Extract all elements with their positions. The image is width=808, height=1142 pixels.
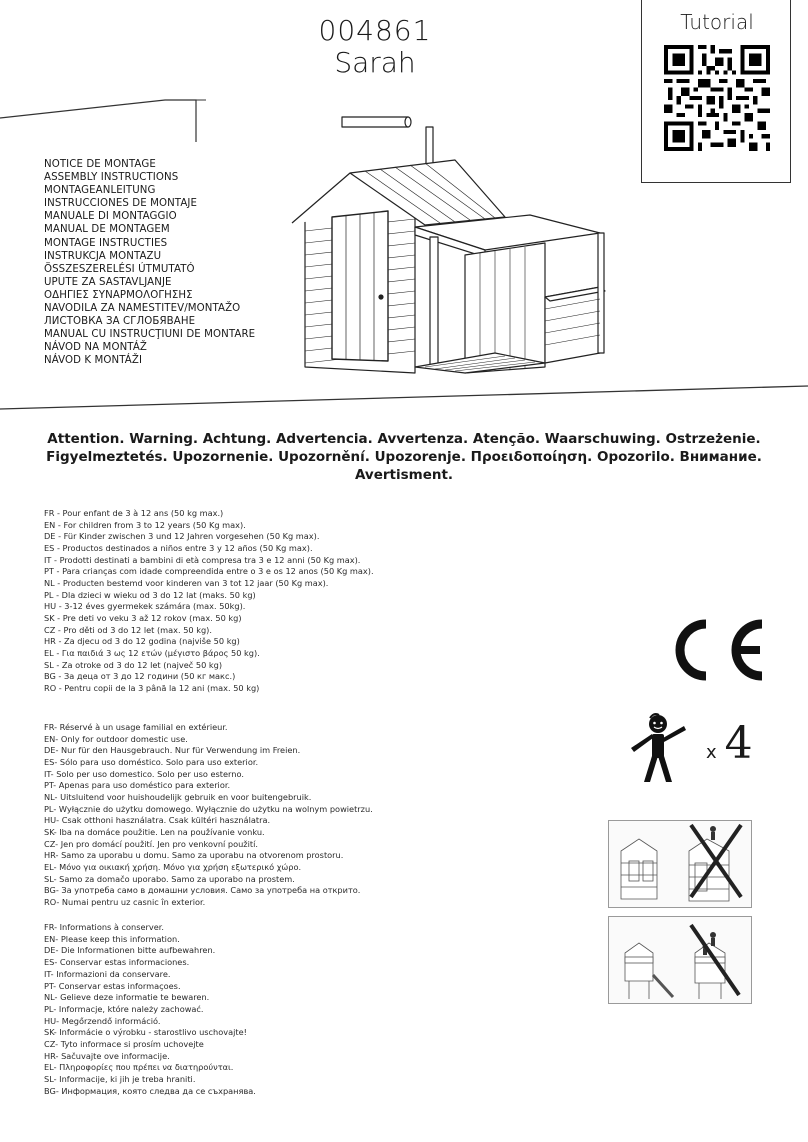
info-notice: PT- Conservar estas informaçoes. — [44, 980, 181, 991]
use-notice: RO- Numai pentru uz casnic în exterior. — [44, 896, 206, 907]
notice-title: ASSEMBLY INSTRUCTIONS — [44, 172, 179, 184]
ce-mark-icon — [662, 618, 770, 682]
info-notice: IT- Informazioni da conservare. — [44, 968, 171, 979]
notice-title: NÁVOD NA MONTÁŽ — [44, 342, 147, 354]
age-notice: PL - Dla dzieci w wieku od 3 do 12 lat (maks. 50 kg) — [44, 589, 256, 600]
notice-title: INSTRUCCIONES DE MONTAJE — [44, 198, 198, 210]
no-climbing-slide-illustration — [609, 917, 751, 1003]
age-notice-list — [44, 508, 374, 695]
info-notice: NL- Gelieve deze informatie te bewaren. — [44, 992, 210, 1003]
notice-title: MONTAGEANLEITUNG — [44, 185, 156, 197]
count-multiplier: x — [706, 742, 717, 763]
notice-title: NÁVOD K MONTÁŽI — [44, 355, 143, 367]
use-notice: PL- Wyłącznie do użytku domowego. Wyłącznie do użytku na wolnym powietrzu. — [44, 803, 373, 814]
use-notice: FR- Réservé à un usage familial en extérieur. — [44, 722, 228, 732]
age-notice: RO - Pentru copii de la 3 până la 12 ani (max. 50 kg) — [44, 682, 260, 693]
use-notice-list — [44, 722, 373, 909]
notice-title: NOTICE DE MONTAGE — [44, 159, 156, 170]
notice-title: INSTRUKCJA MONTAZU — [44, 250, 162, 262]
use-notice: HR- Samo za uporabu u domu. Samo za uporabu na otvorenom prostoru. — [44, 850, 344, 861]
use-notice: SK- Iba na domáce použitie. Len na používanie vonku. — [44, 826, 265, 837]
age-notice: EN - For children from 3 to 12 years (50 Kg max). — [44, 519, 246, 530]
use-notice: PT- Apenas para uso doméstico para exterior. — [44, 780, 231, 791]
use-notice: ES- Sólo para uso doméstico. Solo para uso exterior. — [44, 756, 259, 767]
use-notice: CZ- Jen pro domácí použití. Jen pro venkovní použití. — [44, 838, 258, 849]
info-notice: EL- Πληροφορίες που πρέπει να διατηρούνται. — [44, 1062, 234, 1073]
age-notice: ES - Productos destinados a niños entre 3 y 12 años (50 Kg max). — [44, 542, 313, 553]
info-notice: HU- Megőrzendő információ. — [44, 1015, 161, 1026]
notice-title: MANUAL CU INSTRUCŢIUNI DE MONTARE — [44, 329, 256, 341]
info-notice: BG- Информация, която следва да се съхранява. — [44, 1085, 256, 1096]
product-code: 004861 — [318, 14, 432, 47]
no-climbing-slide-panel — [608, 916, 752, 1004]
info-notice: FR- Informations à conserver. — [44, 922, 164, 932]
age-notice: NL - Producten bestemd voor kinderen van 3 tot 12 jaar (50 Kg max). — [44, 577, 329, 588]
no-climbing-roof-panel — [608, 820, 752, 908]
info-notice: CZ- Tyto informace si prosím uchovejte — [44, 1039, 204, 1050]
age-notice: SK - Pre deti vo veku 3 až 12 rokov (max. 50 kg) — [44, 612, 242, 623]
info-notice: HR- Sačuvajte ove informacije. — [44, 1050, 170, 1061]
age-notice: BG - За деца от 3 до 12 години (50 кг макс.) — [44, 671, 236, 682]
notice-title: ЛИСТОВКА ЗА СГЛОБЯВАНЕ — [44, 316, 196, 328]
use-notice: NL- Uitsluitend voor huishoudelijk gebruik en voor buitengebruik. — [44, 791, 312, 802]
info-notice: DE- Die Informationen bitte aufbewahren. — [44, 945, 216, 956]
age-notice: HU - 3-12 éves gyermekek számára (max. 50kg). — [44, 601, 246, 612]
use-notice: HU- Csak otthoni használatra. Csak kültéri használatra. — [44, 815, 271, 826]
info-notice: SK- Informácie o výrobku - starostlivo uschovajte! — [44, 1027, 247, 1038]
warning-line-1: Attention. Warning. Achtung. Advertencia. Avvertenza. Atenção. Waarschuwing. Ostrzeżenie. — [47, 431, 761, 447]
notice-title: MANUALE DI MONTAGGIO — [44, 211, 177, 223]
warning-line-2: Figyelmeztetés. Upozornenie. Upozornění. Upozorenje. Προειδοποίηση. Opozorilo. Внимание. Avertisment. — [46, 449, 762, 483]
child-icon — [628, 712, 688, 784]
use-notice: DE- Nur für den Hausgebrauch. Nur für Verwendung im Freien. — [44, 745, 301, 756]
age-notice: SL - Za otroke od 3 do 12 let (največ 50 kg) — [44, 659, 223, 670]
notice-title: NAVODILA ZA NAMESTITEV/MONTAŽO — [44, 303, 241, 315]
use-notice: EN- Only for outdoor domestic use. — [44, 733, 188, 744]
notice-title: ÖSSZESZERELÉSI ÚTMUTATÓ — [44, 263, 195, 275]
info-notice: PL- Informacje, które należy zachować. — [44, 1003, 204, 1014]
use-notice: BG- За употреба само в домашни условия. Само за употреба на открито. — [44, 885, 361, 896]
playhouse-illustration — [280, 105, 620, 385]
age-notice: FR - Pour enfant de 3 à 12 ans (50 kg max.) — [44, 508, 224, 518]
qr-code-icon[interactable] — [664, 45, 770, 151]
age-notice: PT - Para crianças com idade compreendida entre o 3 e os 12 anos (50 Kg max). — [44, 566, 374, 577]
child-count — [706, 718, 753, 769]
notice-title: MANUAL DE MONTAGEM — [44, 224, 170, 236]
age-notice: IT - Prodotti destinati a bambini di età compresa tra 3 e 12 anni (50 Kg max). — [44, 554, 361, 565]
product-name: Sarah — [334, 46, 416, 79]
notice-title: ΟΔΗΓΙΕΣ ΣΥΝΑΡΜΟΛΟΓΗΣΗΣ — [44, 289, 193, 301]
info-notice: SL- Informacije, ki jih je treba hraniti. — [44, 1074, 196, 1085]
tutorial-label: Tutorial — [680, 10, 754, 34]
notice-title-list — [44, 158, 255, 368]
age-notice: HR - Za djecu od 3 do 12 godina (najviše 50 kg) — [44, 636, 240, 647]
use-notice: IT- Solo per uso domestico. Solo per uso esterno. — [44, 768, 244, 779]
notice-title: MONTAGE INSTRUCTIES — [44, 237, 168, 249]
age-notice: DE - Für Kinder zwischen 3 und 12 Jahren vorgesehen (50 Kg max). — [44, 531, 320, 542]
age-notice: EL - Για παιδιά 3 ως 12 ετών (μέγιστο βάρος 50 kg). — [44, 647, 260, 658]
info-notice-list — [44, 922, 256, 1098]
use-notice: EL- Μόνο για οικιακή χρήση. Μόνο για χρήση εξωτερικό χώρο. — [44, 861, 302, 872]
info-notice: ES- Conservar estas informaciones. — [44, 957, 190, 968]
warning-heading — [0, 430, 808, 484]
info-notice: EN- Please keep this information. — [44, 933, 180, 944]
count-number: 4 — [724, 718, 753, 769]
no-climbing-roof-illustration — [609, 821, 751, 907]
notice-title: UPUTE ZA SASTAVLJANJE — [44, 276, 172, 288]
tutorial-box[interactable] — [641, 0, 791, 183]
age-notice: CZ - Pro děti od 3 do 12 let (max. 50 kg). — [44, 624, 212, 635]
use-notice: SL- Samo za domačo uporabo. Samo za uporabo na prostem. — [44, 873, 295, 884]
